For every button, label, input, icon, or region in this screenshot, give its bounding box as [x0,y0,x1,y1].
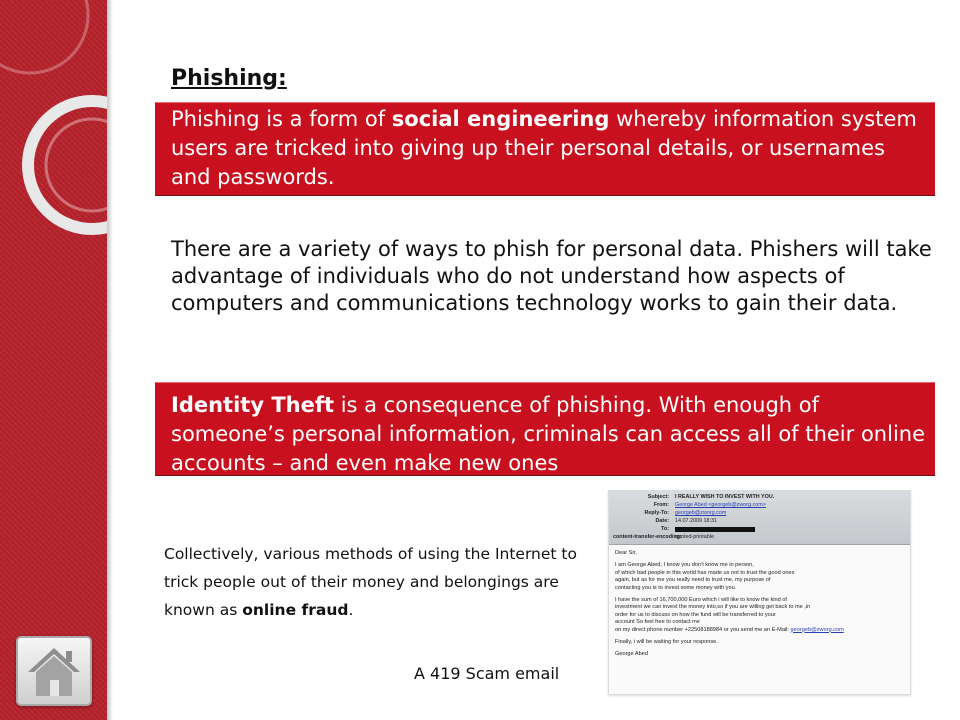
identity-theft-rest: is a consequence of phishing. With enough of someone’s personal information, criminals can access all of their online accounts – and even make new ones [171,393,926,475]
email-from-label: From: [653,502,669,508]
email-header [609,491,910,545]
email-cte: quoted-printable [675,534,714,540]
online-fraud-term: online fraud [242,601,349,619]
phishing-methods-paragraph: There are a variety of ways to phish for personal data. Phishers will take advantage of individuals who do not understand how aspects of computers and communications technology works to gain their data. [171,237,932,315]
email-greeting: Dear Sir, [615,550,637,556]
email-caption: A 419 Scam email [414,664,560,683]
email-contact-link: georgeb@zworg.com [790,626,844,633]
phishing-definition-rest: whereby information system users are tricked into giving up their personal details, or usernames and passwords. [171,107,917,189]
email-date-label: Date: [655,518,669,524]
slide-heading: Phishing: [171,66,287,91]
identity-theft-box [155,382,935,476]
scam-email-screenshot [608,490,911,695]
email-from-row [613,501,906,509]
phishing-definition-lead: Phishing is a form of [171,107,392,131]
sidebar-decoration [0,0,107,720]
email-replyto: georgeb@zworg.com [675,510,727,516]
email-paragraph-2-text: I have the sum of 16,700,000 Euro which i will like to know the kind of investment we can invest the money into,so if you are willing get back to me ,in order for us to discuss on how the fund will be transferred to your account So feel free to contact me on my direct phone number +22508188984 or you send me an E-Mail: [615,597,811,633]
email-date-row [613,517,906,525]
home-button[interactable] [16,636,92,706]
email-paragraph-2 [615,597,904,634]
identity-theft-term: Identity Theft [171,393,335,417]
email-signature: George Abed [615,651,648,658]
online-fraud-end: . [348,601,354,619]
email-subject-row [613,493,906,501]
sidebar-shadow [107,0,113,720]
email-replyto-row [613,509,906,517]
home-icon [24,644,84,700]
email-to-row [613,525,906,533]
email-to-label: To: [661,526,669,532]
email-closing: Finally, i will be waiting for your response. [615,639,718,646]
email-subject: I REALLY WISH TO INVEST WITH YOU. [675,494,775,500]
email-subject-label: Subject: [647,494,669,500]
email-replyto-label: Reply-To: [644,510,669,516]
email-body [609,545,910,669]
email-paragraph-1: I am George Abed, I know you don't know me in person, of which bad people in this world has made us not to trust the good ones again, but as for me you really need to trust me, my purpose of contacting you is to invest some money with you. [615,562,795,591]
email-date: 14.07.2009 18:31 [675,518,717,524]
decorative-rings [0,0,107,720]
social-engineering-term: social engineering [391,107,610,131]
email-to-redacted [675,527,755,532]
online-fraud-lead: Collectively, various methods of using the Internet to trick people out of their money and belongings are known as [164,545,577,619]
email-cte-row [613,533,906,541]
email-from: George Abed <georgeb@zworg.com> [675,502,766,508]
email-cte-label: content-transfer-encoding: [613,534,682,540]
phishing-definition-box [155,102,935,196]
online-fraud-note [164,540,604,624]
